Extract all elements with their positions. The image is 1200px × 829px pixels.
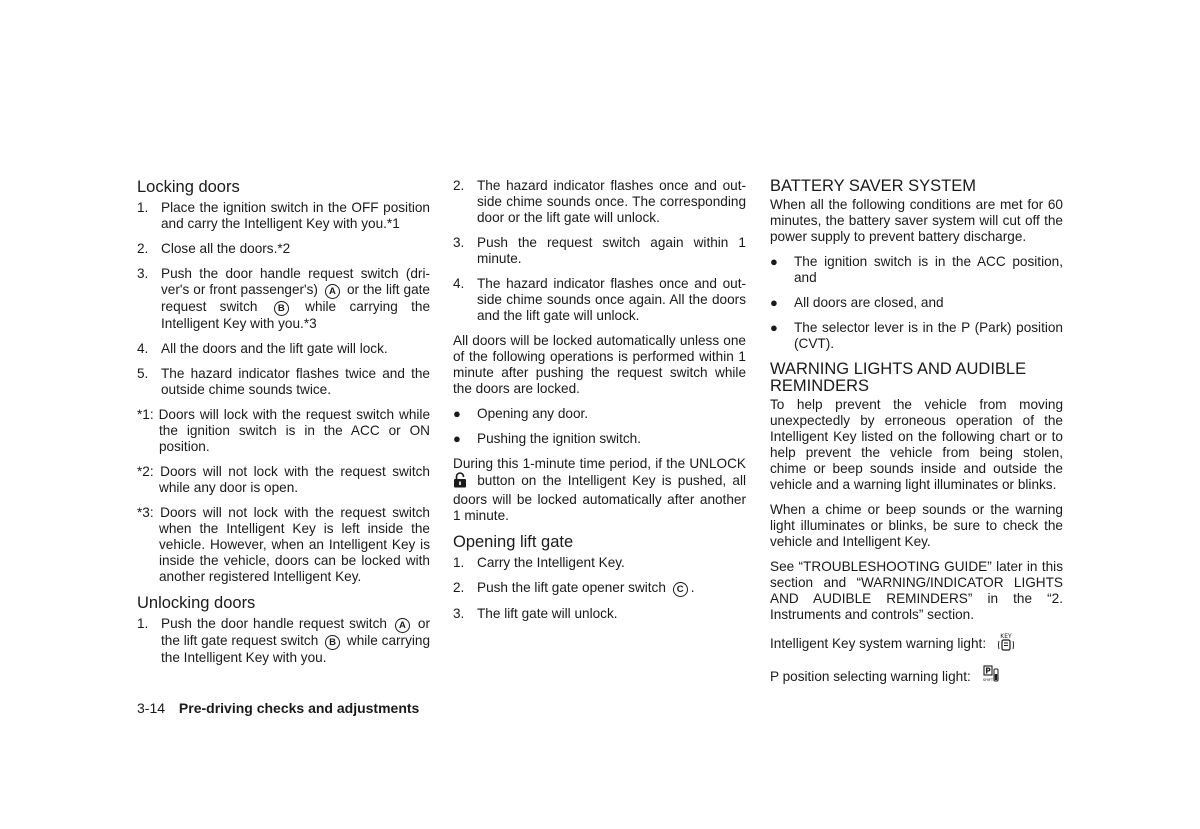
svg-text:SHIFT: SHIFT xyxy=(982,678,993,682)
locking-step-1: 1. Place the ignition switch in the OFF position and carry the Intelligent Key with you.*1 xyxy=(137,200,430,231)
svg-text:KEY: KEY xyxy=(1000,633,1012,640)
bullet-icon: ● xyxy=(770,320,778,335)
footnote-2: *2: Doors will not lock with the request switch while any door is open. xyxy=(137,464,430,495)
locking-step-4: 4. All the doors and the lift gate will lock. xyxy=(137,341,388,356)
bullet-item: ● Opening any door. xyxy=(453,406,589,421)
switch-b-icon: B xyxy=(325,635,340,650)
bullet-icon: ● xyxy=(770,295,778,310)
p-shift-warning-icon xyxy=(983,665,999,689)
heading-opening-lift-gate: Opening lift gate xyxy=(453,533,574,551)
bullet-item: ● All doors are closed, and xyxy=(770,295,944,310)
lift-step-2: 2. Push the lift gate opener switch C . xyxy=(453,580,695,595)
unlocking-step-1: 1. Push the door handle request switch A or the lift gate request switch B while carrying the Intelligent Key with you. xyxy=(137,616,431,665)
locking-step-3: 3. Push the door handle request switch (dri-ver's or front passenger's) A or the lift gate request switch B while carrying the Intelligent Key with you.*3 xyxy=(137,266,431,331)
heading-locking-doors: Locking doors xyxy=(137,178,240,196)
lift-step-1: 1. Carry the Intelligent Key. xyxy=(453,555,625,570)
heading-warning-lights: WARNING LIGHTS AND AUDIBLE REMINDERS xyxy=(770,360,1027,395)
chapter-title: Pre-driving checks and adjustments xyxy=(178,700,420,716)
footnote-3: *3: Doors will not lock with the request switch when the Intelligent Key is left inside the vehicle. However, when an Intelligent Key is inside the vehicle, doors can be locked with another registered Intelligent Key. xyxy=(137,505,430,584)
battery-paragraph: When all the following conditions are met for 60 minutes, the battery saver system will cut off the power supply to prevent battery discharge. xyxy=(770,197,1063,244)
lift-step-3: 3. The lift gate will unlock. xyxy=(453,606,618,621)
locking-step-5: 5. The hazard indicator flashes twice and the outside chime sounds twice. xyxy=(137,366,430,397)
page-number: 3-14 xyxy=(137,700,166,716)
key-warning-light-line: Intelligent Key system warning light: KEY xyxy=(770,632,1063,656)
unlock-button-icon xyxy=(453,472,467,492)
warning-paragraph-3: See “TROUBLESHOOTING GUIDE” later in this section and “WARNING/INDICATOR LIGHTS AND AUDIBLE REMINDERS” in the “2. Instruments and controls” section. xyxy=(770,559,1063,622)
bullet-icon: ● xyxy=(770,254,778,269)
auto-lock-paragraph: All doors will be locked automatically unless one of the following operations is performed within 1 minute after pushing the request switch while the doors are locked. xyxy=(453,333,746,396)
bullet-icon: ● xyxy=(453,431,461,446)
bullet-item: ● The selector lever is in the P (Park) position (CVT). xyxy=(770,320,1063,351)
switch-a-icon: A xyxy=(325,284,340,299)
unlocking-step-4: 4. The hazard indicator flashes once and out-side chime sounds once again. All the doors and the lift gate will unlock. xyxy=(453,276,746,323)
bullet-item: ● Pushing the ignition switch. xyxy=(453,431,641,446)
page-footer xyxy=(137,700,419,716)
unlock-time-paragraph: During this 1-minute time period, if the UNLOCK button on the Intelligent Key is pushed, all doors will be locked automatically after another 1 minute. xyxy=(453,456,746,523)
column-middle xyxy=(453,178,746,631)
bullet-icon: ● xyxy=(453,406,461,421)
p-position-warning-light-line: P position selecting warning light: P SHIFT xyxy=(770,665,1063,689)
key-warning-icon xyxy=(998,632,1014,656)
switch-b-icon: B xyxy=(274,301,289,316)
unlocking-step-2: 2. The hazard indicator flashes once and out-side chime sounds once. The corresponding door or the lift gate will unlock. xyxy=(453,178,746,225)
column-left xyxy=(137,178,430,675)
warning-paragraph-1: To help prevent the vehicle from moving unexpectedly by erroneous operation of the Intelligent Key listed on the following chart or to help prevent the vehicle from being stolen, chime or beep sounds inside and outside the vehicle and a warning light illuminates or blinks. xyxy=(770,397,1063,492)
heading-battery-saver: BATTERY SAVER SYSTEM xyxy=(770,177,977,195)
bullet-item: ● The ignition switch is in the ACC position, and xyxy=(770,254,1063,285)
switch-a-icon: A xyxy=(395,618,410,633)
svg-text:P: P xyxy=(984,666,991,676)
heading-unlocking-doors: Unlocking doors xyxy=(137,594,256,612)
footnote-1: *1: Doors will lock with the request switch while the ignition switch is in the ACC or ON position. xyxy=(137,407,430,454)
warning-paragraph-2: When a chime or beep sounds or the warning light illuminates or blinks, be sure to check the vehicle and Intelligent Key. xyxy=(770,502,1063,549)
column-right xyxy=(770,178,1063,698)
locking-step-2: 2. Close all the doors.*2 xyxy=(137,241,291,256)
unlocking-step-3: 3. Push the request switch again within 1 minute. xyxy=(453,235,746,266)
switch-c-icon: C xyxy=(673,582,688,597)
